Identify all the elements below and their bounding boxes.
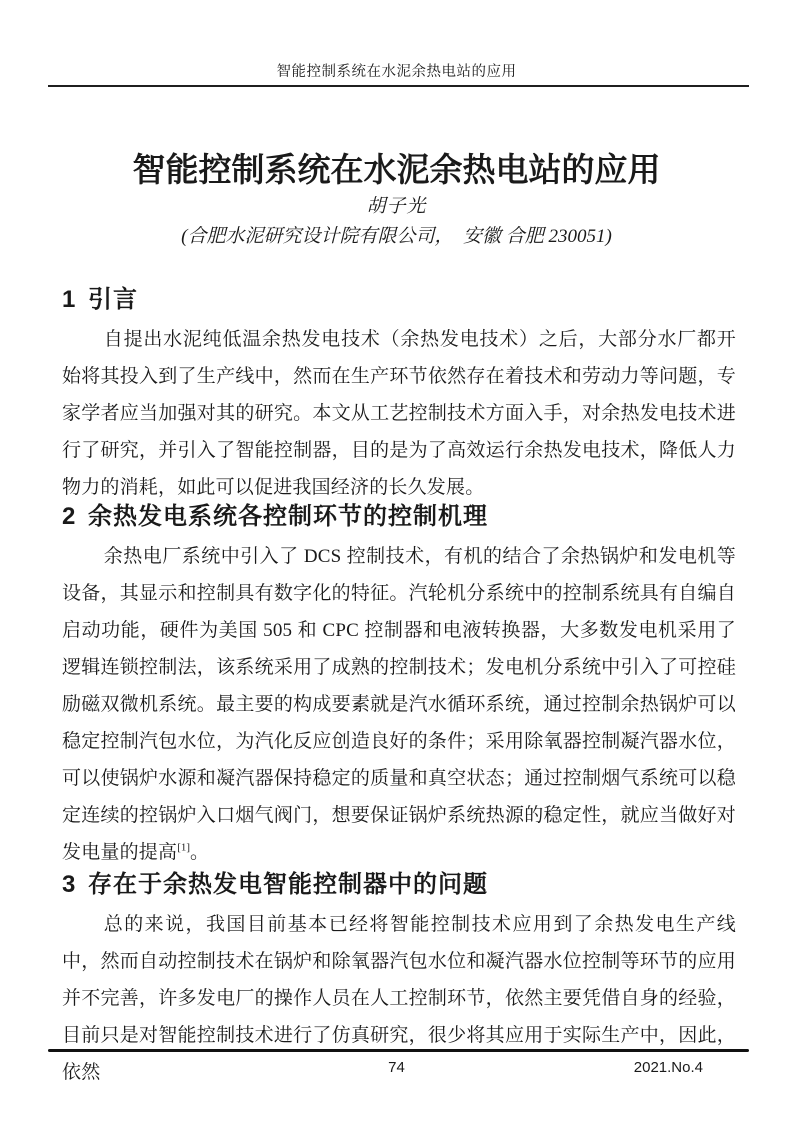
section-title: 引言: [88, 286, 138, 313]
section-title: 余热发电系统各控制环节的控制机理: [88, 503, 488, 530]
author-name: 胡子光: [366, 196, 427, 217]
section-number: 3: [62, 871, 76, 898]
section-heading: [62, 500, 736, 534]
section-number: 1: [62, 286, 76, 313]
paragraph: [62, 538, 736, 871]
header-rule: [48, 85, 749, 87]
citation-marker: [1]: [177, 841, 191, 854]
paragraph: 自提出水泥纯低温余热发电技术（余热发电技术）之后，大部分水厂都开始将其投入到了生产线中，然而在生产环节依然存在着技术和劳动力等问题，专家学者应当加强对其的研究。本文从工艺控制技术方面入手，对余热发电技术进行了研究，并引入了智能控制器，目的是为了高效运行余热发电技术，降低人力物力的消耗，如此可以促进我国经济的长久发展。: [62, 329, 736, 498]
running-header-title: 智能控制系统在水泥余热电站的应用: [276, 64, 517, 80]
article-title: 智能控制系统在水泥余热电站的应用: [132, 151, 661, 189]
section-title: 存在于余热发电智能控制器中的问题: [88, 871, 488, 898]
section-introduction: [62, 283, 736, 506]
paragraph-text: 余热电厂系统中引入了 DCS 控制技术，有机的结合了余热锅炉和发电机等设备，其显示和控制具有数字化的特征。汽轮机分系统中的控制系统具有自编自启动功能，硬件为美国 505 和 CPC 控制器和电液转换器，大多数发电机采用了逻辑连锁控制法，该系统采用了成熟的控制技术；发电机分系统中引入了可控硅励磁双微机系统。最主要的构成要素就是汽水循环系统，通过控制余热锅炉可以稳定控制汽包水位，为汽化反应创造良好的条件；采用除氧器控制凝汽器水位，可以使锅炉水源和凝汽器保持稳定的质量和真空状态；通过控制烟气系统可以稳定连续的控锅炉入口烟气阀门，想要保证锅炉系统热源的稳定性，就应当做好对发电量的提高: [62, 546, 736, 863]
section-heading: [62, 283, 736, 317]
section-heading: [62, 868, 736, 902]
section-number: 2: [62, 503, 76, 530]
author-affiliation: (合肥水泥研究设计院有限公司， 安徽 合肥 230051): [181, 226, 612, 247]
paragraph: 总的来说，我国目前基本已经将智能控制技术应用到了余热发电生产线中，然而自动控制技术在锅炉和除氧器汽包水位和凝汽器水位控制等环节的应用并不完善，许多发电厂的操作人员在人工控制环节，依然主要凭借自身的经验，目前只是对智能控制技术进行了仿真研究，很少将其应用于实际生产中，因此，依然: [62, 914, 736, 1083]
page-number: 74: [388, 1059, 405, 1076]
section-control-mechanism: [62, 500, 736, 871]
footer-rule: [48, 1049, 749, 1052]
journal-issue: 2021.No.4: [633, 1059, 703, 1076]
paragraph-end: 。: [190, 842, 210, 863]
